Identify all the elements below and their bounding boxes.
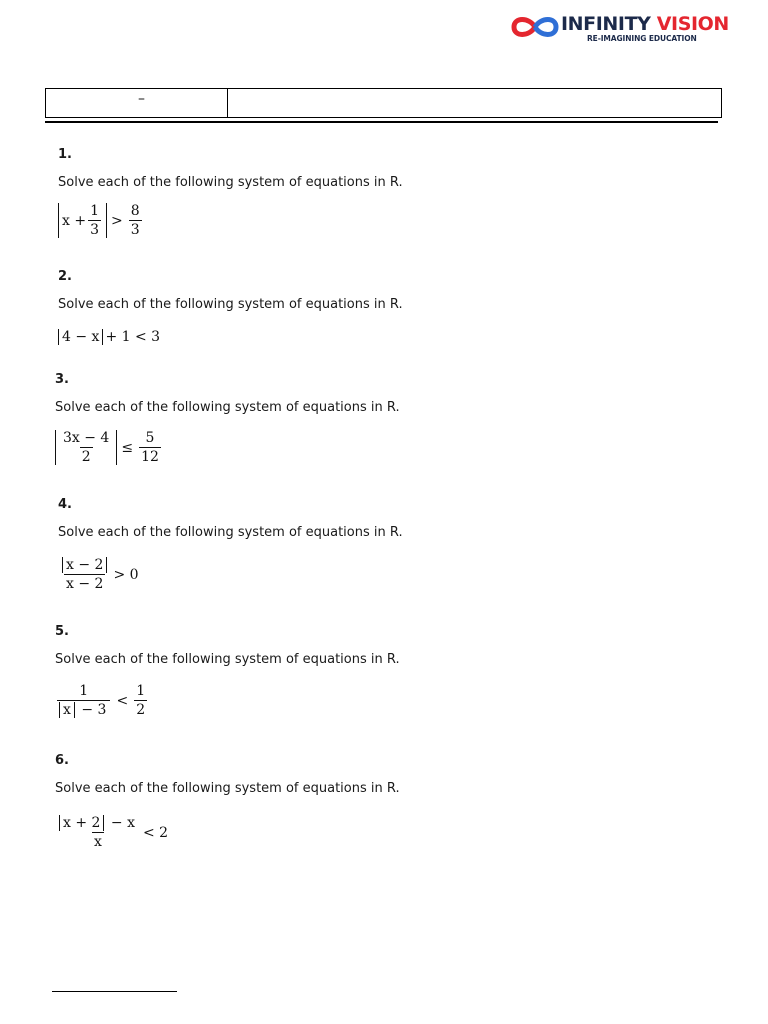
fraction bbox=[60, 557, 109, 592]
fraction bbox=[61, 430, 111, 465]
question-3-math bbox=[55, 430, 163, 465]
denominator: 3 bbox=[130, 222, 140, 238]
question-4-text: Solve each of the following system of equations in R. bbox=[58, 525, 403, 540]
relation: < bbox=[116, 692, 129, 709]
math-rest: < 2 bbox=[142, 824, 169, 841]
question-2-math bbox=[58, 329, 162, 345]
fraction bbox=[57, 815, 139, 850]
abs-value: x + 2 bbox=[59, 815, 104, 831]
math-rest: − 3 bbox=[81, 702, 107, 718]
denominator bbox=[57, 700, 110, 718]
header-table bbox=[45, 88, 722, 118]
brand-word-infinity: INFINITY bbox=[561, 13, 651, 35]
question-1-math bbox=[58, 203, 144, 238]
question-6-text: Solve each of the following system of equations in R. bbox=[55, 781, 400, 796]
brand-logo bbox=[510, 12, 729, 44]
question-3-number: 3. bbox=[55, 372, 69, 387]
denominator: 2 bbox=[136, 702, 146, 718]
numerator bbox=[57, 815, 139, 832]
question-6-math bbox=[55, 815, 170, 850]
fraction bbox=[88, 203, 101, 238]
math-rest: > 0 bbox=[113, 566, 139, 583]
question-4-math bbox=[58, 557, 141, 592]
math-var: x + bbox=[62, 212, 87, 229]
question-6-number: 6. bbox=[55, 753, 69, 768]
denominator: 3 bbox=[90, 222, 99, 238]
numerator: 5 bbox=[145, 430, 155, 446]
brand-tagline: RE-IMAGINING EDUCATION bbox=[587, 34, 697, 43]
math-rest: − x bbox=[110, 815, 135, 831]
fraction bbox=[134, 683, 147, 718]
question-2-text: Solve each of the following system of equations in R. bbox=[58, 297, 403, 312]
numerator: 8 bbox=[130, 203, 140, 219]
denominator: 2 bbox=[81, 449, 91, 465]
numerator: 3x − 4 bbox=[63, 430, 110, 446]
abs-value bbox=[55, 430, 117, 465]
question-1-number: 1. bbox=[58, 147, 72, 162]
question-1-text: Solve each of the following system of equations in R. bbox=[58, 175, 403, 190]
header-cell-left bbox=[46, 89, 228, 117]
footnote-separator bbox=[52, 991, 177, 992]
question-4-number: 4. bbox=[58, 497, 72, 512]
numerator bbox=[60, 557, 109, 574]
relation: > bbox=[111, 212, 123, 229]
question-5-text: Solve each of the following system of equations in R. bbox=[55, 652, 400, 667]
math-rest: + 1 < 3 bbox=[105, 329, 161, 345]
question-5-math bbox=[55, 683, 149, 718]
fraction bbox=[139, 430, 161, 465]
denominator: 12 bbox=[141, 449, 159, 465]
denominator: x bbox=[94, 834, 102, 850]
fraction bbox=[129, 203, 142, 238]
denominator: x − 2 bbox=[66, 576, 104, 592]
numerator: 1 bbox=[79, 683, 89, 699]
brand-name bbox=[561, 13, 729, 35]
numerator: 1 bbox=[90, 203, 99, 219]
abs-value: x bbox=[59, 702, 75, 718]
brand-word-vision: VISION bbox=[656, 13, 729, 35]
abs-value: 4 − x bbox=[58, 329, 103, 345]
header-rule bbox=[45, 121, 718, 123]
relation: ≤ bbox=[121, 439, 134, 456]
abs-value: x − 2 bbox=[62, 557, 107, 573]
abs-value bbox=[58, 203, 107, 238]
question-3-text: Solve each of the following system of equations in R. bbox=[55, 400, 400, 415]
question-2-number: 2. bbox=[58, 269, 72, 284]
infinity-icon bbox=[510, 14, 560, 40]
numerator: 1 bbox=[136, 683, 146, 699]
fraction bbox=[57, 683, 110, 718]
question-5-number: 5. bbox=[55, 624, 69, 639]
header-cell-right bbox=[228, 89, 721, 117]
header-dash: – bbox=[138, 91, 145, 107]
